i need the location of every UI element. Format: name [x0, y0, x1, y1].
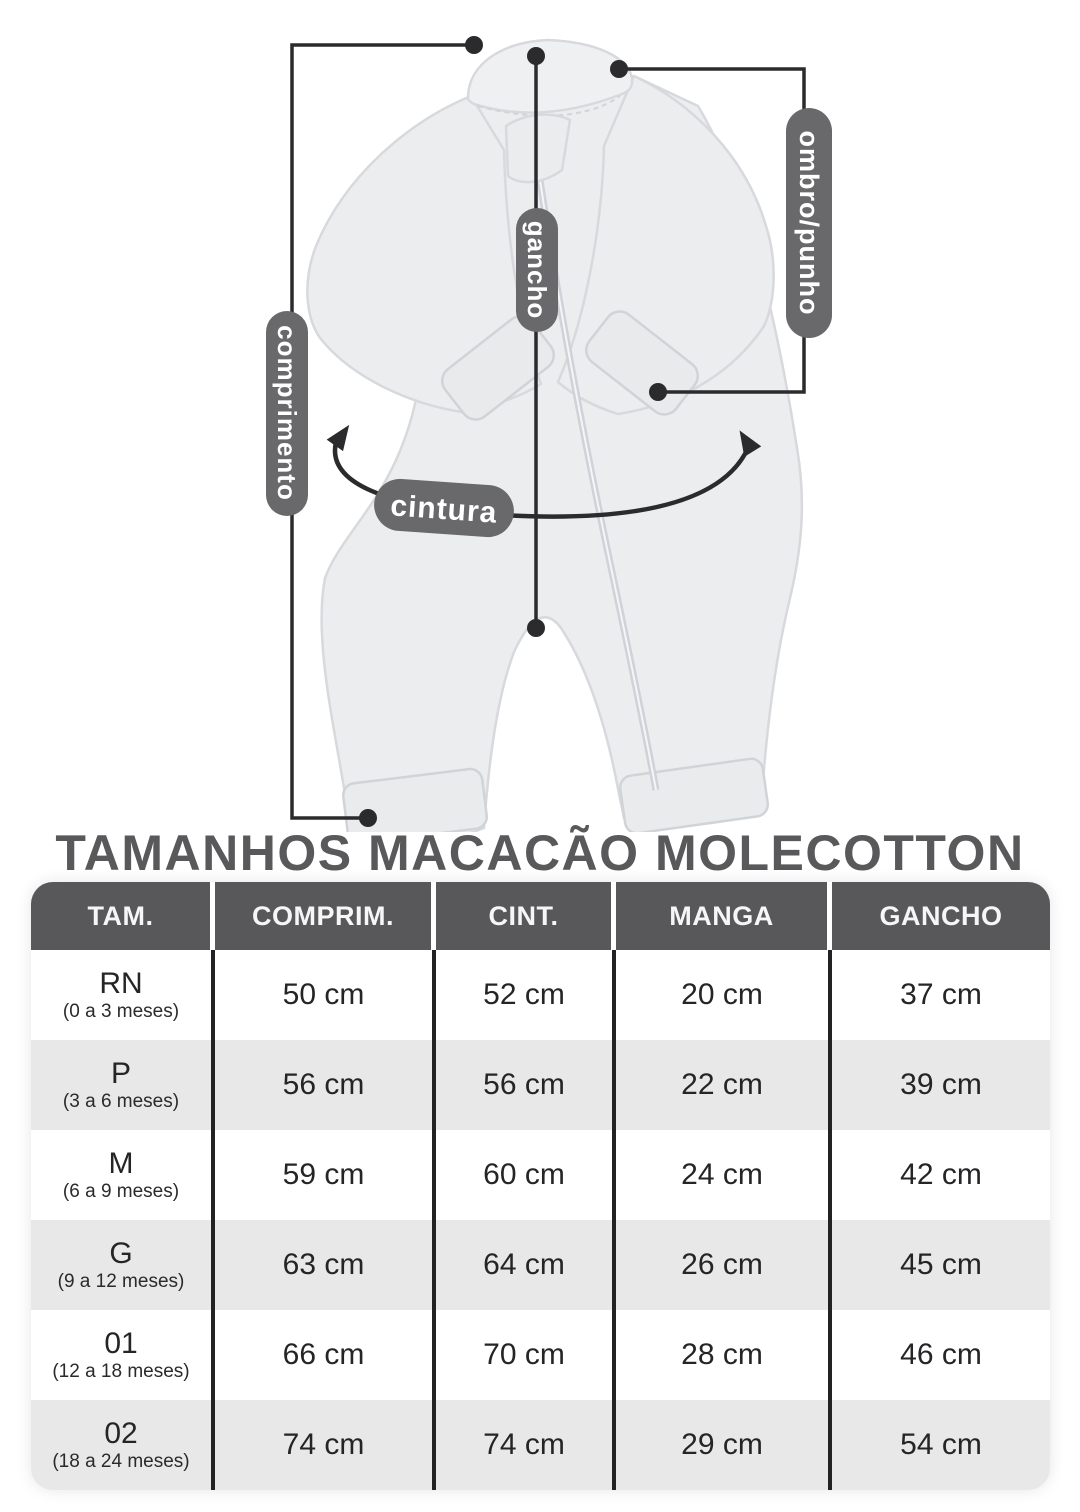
value-cell: 70 cm: [436, 1310, 616, 1400]
value-cell: 45 cm: [900, 1248, 982, 1281]
value-cell: 50 cm: [215, 950, 436, 1040]
dot-ombro-cuff: [649, 383, 667, 401]
age-label: (9 a 12 meses): [57, 1271, 185, 1293]
size-cell: [31, 1400, 215, 1490]
size-label: P: [110, 1057, 131, 1091]
table-row-g: [31, 1220, 1050, 1310]
size-cell: [31, 1310, 215, 1400]
zipper-pull-flap: [506, 114, 570, 182]
value-cell: 64 cm: [436, 1220, 616, 1310]
age-label: (18 a 24 meses): [52, 1451, 190, 1473]
size-cell: [31, 1220, 215, 1310]
gancho-label: gancho: [522, 220, 552, 320]
size-label: 02: [104, 1417, 138, 1451]
age-label: (6 a 9 meses): [62, 1181, 180, 1203]
value-cell: 66 cm: [215, 1310, 436, 1400]
age-label: (3 a 6 meses): [62, 1091, 180, 1113]
dot-gancho-top: [527, 47, 545, 65]
age-label: (12 a 18 meses): [52, 1361, 190, 1383]
dot-ombro-shoulder: [610, 60, 628, 78]
baby-romper-graphic: [307, 40, 802, 832]
ombro-punho-label: ombro/punho: [794, 130, 824, 316]
value-cell: 74 cm: [215, 1400, 436, 1490]
value-cell: 59 cm: [215, 1130, 436, 1220]
cintura-label: cintura: [389, 489, 499, 530]
waist-arrowhead-left: [327, 419, 358, 451]
size-label: 01: [104, 1327, 138, 1361]
value-cell: 63 cm: [215, 1220, 436, 1310]
table-row-02: [31, 1400, 1050, 1490]
age-label: (0 a 3 meses): [62, 1001, 180, 1023]
size-table: [31, 882, 1050, 1490]
size-cell: [31, 1040, 215, 1130]
value-cell: 29 cm: [616, 1400, 832, 1490]
comprimento-label: comprimento: [272, 325, 302, 501]
column-header-tam: TAM.: [31, 882, 215, 950]
value-cell: 74 cm: [436, 1400, 616, 1490]
size-cell: [31, 950, 215, 1040]
table-row-m: [31, 1130, 1050, 1220]
table-row-p: [31, 1040, 1050, 1130]
value-cell: 37 cm: [900, 978, 982, 1011]
size-label: G: [109, 1237, 133, 1271]
value-cell: 28 cm: [616, 1310, 832, 1400]
size-cell: [31, 1130, 215, 1220]
column-header-comprim: COMPRIM.: [215, 882, 436, 950]
value-cell: 24 cm: [616, 1130, 832, 1220]
value-cell: 22 cm: [616, 1040, 832, 1130]
value-cell: 52 cm: [436, 950, 616, 1040]
page-title: TAMANHOS MACACÃO MOLECOTTON: [55, 825, 1025, 881]
value-cell: 20 cm: [616, 950, 832, 1040]
value-cell: 60 cm: [436, 1130, 616, 1220]
value-cell: 46 cm: [900, 1338, 982, 1371]
column-header-cint: CINT.: [436, 882, 616, 950]
column-header-gancho: GANCHO: [879, 900, 1003, 931]
value-cell: 54 cm: [900, 1428, 982, 1461]
size-label: RN: [99, 967, 143, 1001]
table-header-row: [31, 882, 1050, 950]
value-cell: 42 cm: [900, 1158, 982, 1191]
column-header-manga: MANGA: [616, 882, 832, 950]
size-label: M: [108, 1147, 134, 1181]
table-row-rn: [31, 950, 1050, 1040]
dot-gancho-bottom: [527, 619, 545, 637]
value-cell: 56 cm: [215, 1040, 436, 1130]
table-row-01: [31, 1310, 1050, 1400]
value-cell: 56 cm: [436, 1040, 616, 1130]
dot-comprimento-top: [465, 36, 483, 54]
value-cell: 26 cm: [616, 1220, 832, 1310]
value-cell: 39 cm: [900, 1068, 982, 1101]
